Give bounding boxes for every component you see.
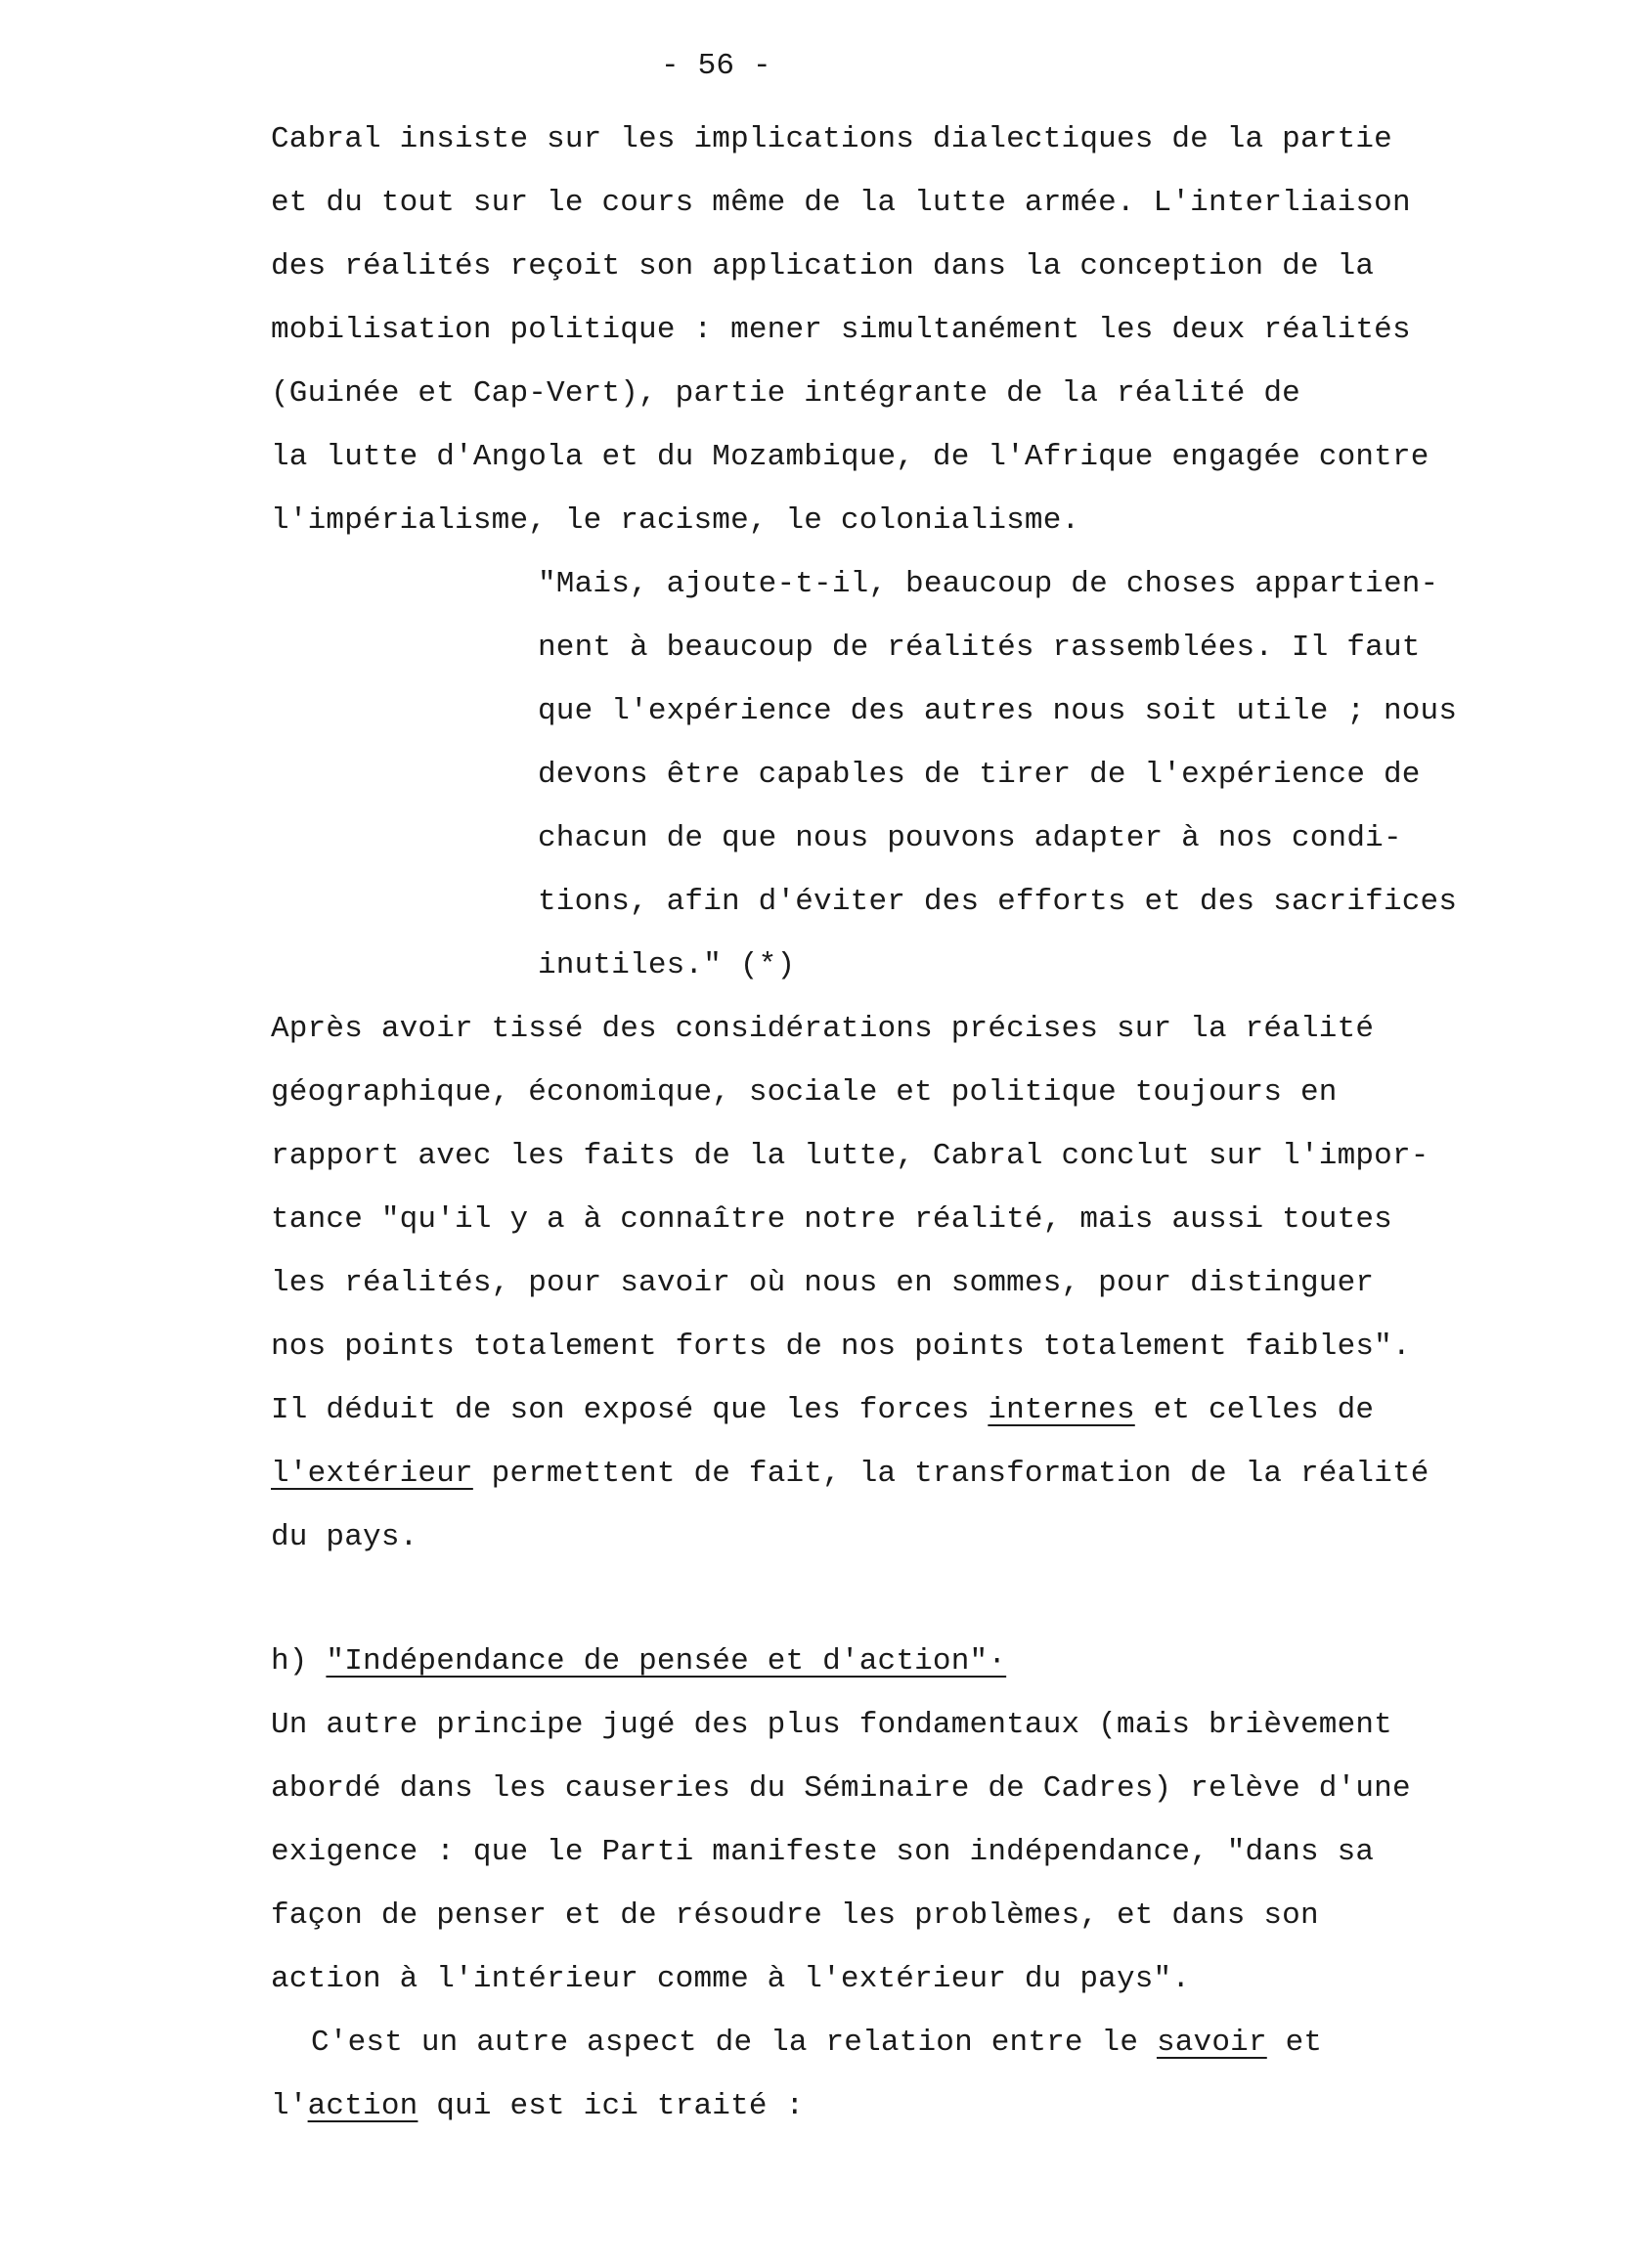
paragraph-3-line: action à l'intérieur comme à l'extérieur du pays". (271, 1962, 1191, 1996)
paragraph-3-line: façon de penser et de résoudre les problèmes, et dans son (271, 1898, 1319, 1933)
paragraph-1-line: l'impérialisme, le racisme, le colonialisme. (271, 503, 1080, 538)
paragraph-4-line (311, 2024, 1322, 2063)
paragraph-2-line (271, 1391, 1374, 1430)
text-run: permettent de fait, la transformation de la réalité (472, 1457, 1429, 1491)
page-number: - 56 - (661, 49, 771, 83)
text-run: l' (271, 2089, 308, 2123)
paragraph-3-line: exigence : que le Parti manifeste son indépendance, "dans sa (271, 1835, 1375, 1869)
paragraph-3-line: abordé dans les causeries du Séminaire de Cadres) relève d'une (271, 1771, 1411, 1806)
quote-line: que l'expérience des autres nous soit utile ; nous (538, 694, 1458, 728)
section-prefix: h) (271, 1644, 327, 1679)
quote-line: nent à beaucoup de réalités rassemblées. Il faut (538, 631, 1421, 665)
underlined-term-internes: internes (988, 1393, 1135, 1427)
section-heading (271, 1642, 1006, 1681)
paragraph-2-line: tance "qu'il y a à connaître notre réalité, mais aussi toutes (271, 1202, 1392, 1237)
quote-line: inutiles." (*) (538, 948, 796, 982)
text-run: et (1266, 2026, 1323, 2060)
text-run: qui est ici traité : (418, 2089, 805, 2123)
quote-line: "Mais, ajoute-t-il, beaucoup de choses appartien- (538, 567, 1439, 601)
paragraph-2-line: Après avoir tissé des considérations précises sur la réalité (271, 1012, 1375, 1046)
paragraph-2-line: du pays. (271, 1520, 418, 1554)
text-run: C'est un autre aspect de la relation entre le (311, 2026, 1157, 2060)
paragraph-4-line (271, 2087, 804, 2126)
paragraph-1-line: et du tout sur le cours même de la lutte armée. L'interliaison (271, 186, 1411, 220)
paragraph-1-line: Cabral insiste sur les implications dialectiques de la partie (271, 122, 1392, 156)
quote-line: chacun de que nous pouvons adapter à nos condi- (538, 821, 1402, 855)
paragraph-2-line: les réalités, pour savoir où nous en sommes, pour distinguer (271, 1266, 1375, 1300)
quote-line: tions, afin d'éviter des efforts et des sacrifices (538, 885, 1458, 919)
paragraph-2-line: géographique, économique, sociale et politique toujours en (271, 1075, 1338, 1110)
paragraph-3-line: Un autre principe jugé des plus fondamentaux (mais brièvement (271, 1708, 1392, 1742)
paragraph-1-line: mobilisation politique : mener simultanément les deux réalités (271, 313, 1411, 347)
section-title: "Indépendance de pensée et d'action"· (326, 1644, 1007, 1679)
paragraph-1-line: des réalités reçoit son application dans la conception de la (271, 249, 1375, 284)
text-run: Il déduit de son exposé que les forces (271, 1393, 989, 1427)
paragraph-1-line: la lutte d'Angola et du Mozambique, de l'Afrique engagée contre (271, 440, 1429, 474)
quote-line: devons être capables de tirer de l'expérience de (538, 758, 1421, 792)
paragraph-1-line: (Guinée et Cap-Vert), partie intégrante de la réalité de (271, 376, 1300, 411)
underlined-term-savoir: savoir (1156, 2026, 1267, 2060)
paragraph-2-line: nos points totalement forts de nos points totalement faibles". (271, 1330, 1411, 1364)
text-run: et celles de (1134, 1393, 1375, 1427)
paragraph-2-line (271, 1455, 1429, 1494)
underlined-term-exterieur: l'extérieur (271, 1457, 473, 1491)
paragraph-2-line: rapport avec les faits de la lutte, Cabral conclut sur l'impor- (271, 1139, 1429, 1173)
underlined-term-action: action (307, 2089, 418, 2123)
